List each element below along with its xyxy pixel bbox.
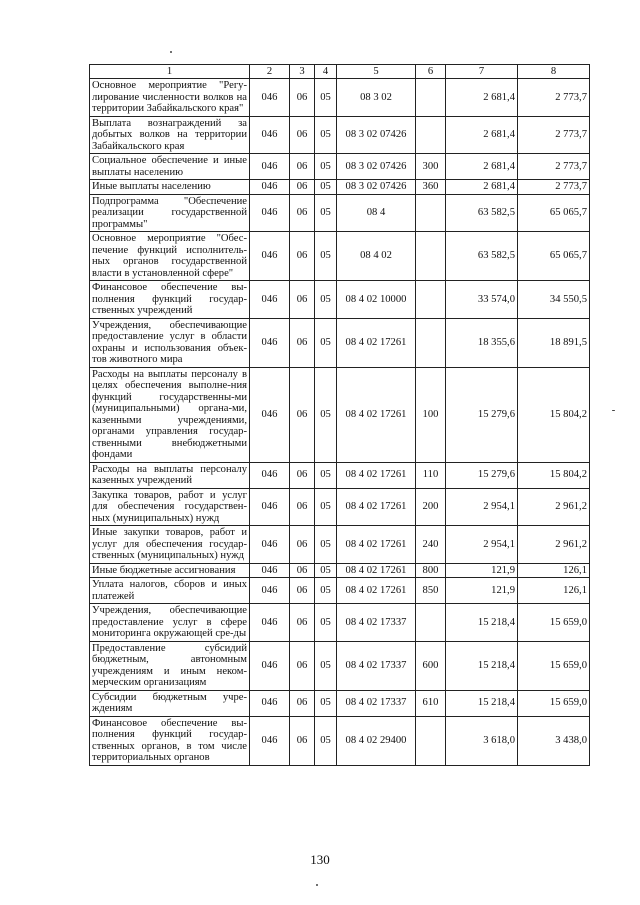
admin-code-cell: 046 [250, 232, 290, 281]
row-name-cell: Иные закупки товаров, работ и услуг для обеспечения государ-ственных (муниципальных) нужд [90, 526, 250, 564]
section-cell: 06 [290, 180, 315, 195]
target-item-cell: 08 4 02 17261 [337, 488, 416, 526]
section-cell: 06 [290, 79, 315, 117]
row-name-cell: Социальное обеспечение и иные выплаты населению [90, 154, 250, 180]
target-item-cell: 08 4 02 17261 [337, 367, 416, 462]
amount-year2-cell: 2 961,2 [518, 526, 590, 564]
admin-code-cell: 046 [250, 154, 290, 180]
row-name-cell: Закупка товаров, работ и услуг для обеспечения государствен-ных (муниципальных) нужд [90, 488, 250, 526]
table-row [90, 462, 590, 488]
column-header: 7 [446, 65, 518, 79]
column-header: 6 [416, 65, 446, 79]
subsection-cell: 05 [315, 281, 337, 319]
subsection-cell: 05 [315, 318, 337, 367]
expense-type-cell: 110 [416, 462, 446, 488]
amount-year1-cell: 33 574,0 [446, 281, 518, 319]
amount-year2-cell: 65 065,7 [518, 232, 590, 281]
expense-type-cell: 600 [416, 641, 446, 690]
amount-year1-cell: 63 582,5 [446, 194, 518, 232]
subsection-cell: 05 [315, 716, 337, 765]
column-header: 1 [90, 65, 250, 79]
amount-year1-cell: 2 954,1 [446, 526, 518, 564]
amount-year1-cell: 2 681,4 [446, 180, 518, 195]
target-item-cell: 08 4 02 [337, 232, 416, 281]
section-cell: 06 [290, 318, 315, 367]
subsection-cell: 05 [315, 641, 337, 690]
admin-code-cell: 046 [250, 318, 290, 367]
table-row [90, 526, 590, 564]
expense-type-cell [416, 281, 446, 319]
table-row [90, 116, 590, 154]
column-header: 2 [250, 65, 290, 79]
subsection-cell: 05 [315, 578, 337, 604]
table-row [90, 180, 590, 195]
section-cell: 06 [290, 578, 315, 604]
amount-year1-cell: 15 218,4 [446, 604, 518, 642]
row-name-cell: Иные бюджетные ассигнования [90, 563, 250, 578]
section-cell: 06 [290, 488, 315, 526]
scan-speck [170, 51, 172, 53]
amount-year1-cell: 121,9 [446, 563, 518, 578]
target-item-cell: 08 4 02 17337 [337, 604, 416, 642]
admin-code-cell: 046 [250, 604, 290, 642]
row-name-cell: Субсидии бюджетным учре-ждениям [90, 690, 250, 716]
table-row [90, 716, 590, 765]
section-cell: 06 [290, 462, 315, 488]
target-item-cell: 08 4 02 17261 [337, 462, 416, 488]
subsection-cell: 05 [315, 563, 337, 578]
row-name-cell: Финансовое обеспечение вы-полнения функций государ-ственных учреждений [90, 281, 250, 319]
amount-year1-cell: 15 218,4 [446, 690, 518, 716]
expense-type-cell: 200 [416, 488, 446, 526]
subsection-cell: 05 [315, 690, 337, 716]
row-name-cell: Уплата налогов, сборов и иных платежей [90, 578, 250, 604]
admin-code-cell: 046 [250, 563, 290, 578]
subsection-cell: 05 [315, 79, 337, 117]
section-cell: 06 [290, 116, 315, 154]
header-row [90, 65, 590, 79]
amount-year2-cell: 15 659,0 [518, 641, 590, 690]
expense-type-cell: 850 [416, 578, 446, 604]
amount-year2-cell: 15 659,0 [518, 690, 590, 716]
expense-type-cell [416, 116, 446, 154]
admin-code-cell: 046 [250, 116, 290, 154]
subsection-cell: 05 [315, 180, 337, 195]
column-header: 4 [315, 65, 337, 79]
target-item-cell: 08 4 02 29400 [337, 716, 416, 765]
amount-year2-cell: 15 804,2 [518, 462, 590, 488]
table-row [90, 690, 590, 716]
scan-speck [612, 410, 615, 411]
target-item-cell: 08 3 02 07426 [337, 180, 416, 195]
table-row [90, 79, 590, 117]
amount-year1-cell: 63 582,5 [446, 232, 518, 281]
target-item-cell: 08 4 02 17337 [337, 641, 416, 690]
section-cell: 06 [290, 604, 315, 642]
amount-year1-cell: 2 681,4 [446, 79, 518, 117]
subsection-cell: 05 [315, 526, 337, 564]
table-row [90, 604, 590, 642]
target-item-cell: 08 4 [337, 194, 416, 232]
expense-type-cell: 240 [416, 526, 446, 564]
section-cell: 06 [290, 281, 315, 319]
admin-code-cell: 046 [250, 716, 290, 765]
expense-type-cell: 100 [416, 367, 446, 462]
table-row [90, 194, 590, 232]
scan-speck [316, 884, 318, 886]
target-item-cell: 08 4 02 17261 [337, 578, 416, 604]
amount-year2-cell: 126,1 [518, 563, 590, 578]
page-number: 130 [310, 852, 330, 867]
target-item-cell: 08 3 02 07426 [337, 116, 416, 154]
target-item-cell: 08 3 02 [337, 79, 416, 117]
amount-year2-cell: 18 891,5 [518, 318, 590, 367]
amount-year2-cell: 126,1 [518, 578, 590, 604]
amount-year1-cell: 18 355,6 [446, 318, 518, 367]
amount-year2-cell: 2 773,7 [518, 180, 590, 195]
expense-type-cell [416, 318, 446, 367]
section-cell: 06 [290, 154, 315, 180]
section-cell: 06 [290, 716, 315, 765]
admin-code-cell: 046 [250, 462, 290, 488]
amount-year2-cell: 15 804,2 [518, 367, 590, 462]
row-name-cell: Иные выплаты населению [90, 180, 250, 195]
row-name-cell: Учреждения, обеспечивающие предоставление услуг в области охраны и использования объек-тов животного мира [90, 318, 250, 367]
admin-code-cell: 046 [250, 79, 290, 117]
expense-type-cell [416, 232, 446, 281]
amount-year2-cell: 3 438,0 [518, 716, 590, 765]
row-name-cell: Основное мероприятие "Регу-лирование численности волков на территории Забайкальского края" [90, 79, 250, 117]
admin-code-cell: 046 [250, 367, 290, 462]
row-name-cell: Основное мероприятие "Обес-печение функций исполнитель-ных органов государственной власти в установленной сфере" [90, 232, 250, 281]
expense-type-cell [416, 79, 446, 117]
section-cell: 06 [290, 232, 315, 281]
amount-year2-cell: 2 961,2 [518, 488, 590, 526]
column-header: 5 [337, 65, 416, 79]
expense-type-cell [416, 716, 446, 765]
table-row [90, 563, 590, 578]
admin-code-cell: 046 [250, 488, 290, 526]
amount-year2-cell: 34 550,5 [518, 281, 590, 319]
subsection-cell: 05 [315, 116, 337, 154]
target-item-cell: 08 4 02 17261 [337, 526, 416, 564]
amount-year2-cell: 15 659,0 [518, 604, 590, 642]
expense-type-cell [416, 194, 446, 232]
amount-year2-cell: 2 773,7 [518, 79, 590, 117]
admin-code-cell: 046 [250, 690, 290, 716]
row-name-cell: Учреждения, обеспечивающие предоставление услуг в сфере мониторинга окружающей сре-ды [90, 604, 250, 642]
amount-year2-cell: 65 065,7 [518, 194, 590, 232]
expense-type-cell: 360 [416, 180, 446, 195]
subsection-cell: 05 [315, 604, 337, 642]
table-row [90, 154, 590, 180]
admin-code-cell: 046 [250, 641, 290, 690]
amount-year1-cell: 2 954,1 [446, 488, 518, 526]
amount-year1-cell: 2 681,4 [446, 116, 518, 154]
admin-code-cell: 046 [250, 526, 290, 564]
target-item-cell: 08 4 02 17261 [337, 563, 416, 578]
subsection-cell: 05 [315, 367, 337, 462]
admin-code-cell: 046 [250, 194, 290, 232]
target-item-cell: 08 3 02 07426 [337, 154, 416, 180]
budget-table [89, 64, 590, 766]
table-row [90, 318, 590, 367]
admin-code-cell: 046 [250, 281, 290, 319]
amount-year1-cell: 2 681,4 [446, 154, 518, 180]
row-name-cell: Подпрограмма "Обеспечение реализации государственной программы" [90, 194, 250, 232]
target-item-cell: 08 4 02 17261 [337, 318, 416, 367]
subsection-cell: 05 [315, 154, 337, 180]
subsection-cell: 05 [315, 232, 337, 281]
table-row [90, 232, 590, 281]
section-cell: 06 [290, 526, 315, 564]
admin-code-cell: 046 [250, 180, 290, 195]
section-cell: 06 [290, 194, 315, 232]
expense-type-cell: 300 [416, 154, 446, 180]
subsection-cell: 05 [315, 462, 337, 488]
amount-year2-cell: 2 773,7 [518, 154, 590, 180]
table-row [90, 578, 590, 604]
target-item-cell: 08 4 02 10000 [337, 281, 416, 319]
expense-type-cell: 610 [416, 690, 446, 716]
table-row [90, 281, 590, 319]
target-item-cell: 08 4 02 17337 [337, 690, 416, 716]
subsection-cell: 05 [315, 194, 337, 232]
expense-type-cell [416, 604, 446, 642]
table-row [90, 488, 590, 526]
row-name-cell: Финансовое обеспечение вы-полнения функций государ-ственных органов, в том числе территориальных органов [90, 716, 250, 765]
row-name-cell: Предоставление субсидий бюджетным, автономным учреждениям и иным неком-мерческим организациям [90, 641, 250, 690]
row-name-cell: Расходы на выплаты персоналу в целях обеспечения выполне-ния функций государственны-ми (муниципальными) органа-ми, казенными учреждениями, органами управления государ-ственными внебюджетными фондами [90, 367, 250, 462]
row-name-cell: Выплата вознаграждений за добытых волков на территории Забайкальского края [90, 116, 250, 154]
column-header: 8 [518, 65, 590, 79]
expense-type-cell: 800 [416, 563, 446, 578]
row-name-cell: Расходы на выплаты персоналу казенных учреждений [90, 462, 250, 488]
column-header: 3 [290, 65, 315, 79]
amount-year1-cell: 3 618,0 [446, 716, 518, 765]
table-row [90, 641, 590, 690]
section-cell: 06 [290, 690, 315, 716]
section-cell: 06 [290, 641, 315, 690]
amount-year2-cell: 2 773,7 [518, 116, 590, 154]
section-cell: 06 [290, 563, 315, 578]
table-row [90, 367, 590, 462]
amount-year1-cell: 121,9 [446, 578, 518, 604]
subsection-cell: 05 [315, 488, 337, 526]
amount-year1-cell: 15 279,6 [446, 462, 518, 488]
section-cell: 06 [290, 367, 315, 462]
amount-year1-cell: 15 218,4 [446, 641, 518, 690]
amount-year1-cell: 15 279,6 [446, 367, 518, 462]
admin-code-cell: 046 [250, 578, 290, 604]
